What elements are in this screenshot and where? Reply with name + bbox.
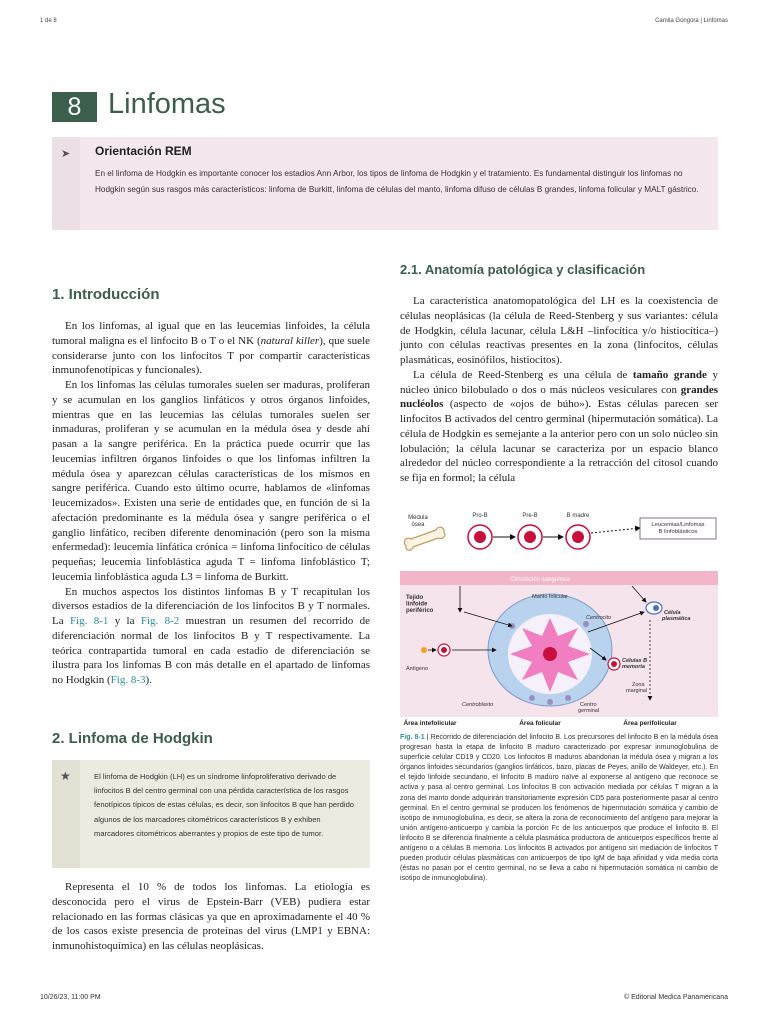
fig-8-2-link[interactable]: Fig. 8-2 (140, 615, 180, 627)
anatomia-paragraph: La característica anatomopatológica del LH es la coexistencia de células neoplásicas (la célula de Reed-Stenberg y sus variantes: célula de Hodgkin, célula lacunar, célula L&H –linfocítica y/o histiocítica–) junto con células reactivas presentes en la zona (linfocitos, células plasmáticas, eosinófilos, histiocitos). (400, 295, 718, 366)
intro-heading: 1. Introducción (52, 286, 160, 303)
pro-b-label: Pro-B (472, 513, 488, 519)
naive-b-cell-icon (438, 644, 450, 656)
hodgkin-box-text: El linfoma de Hodgkin (LH) es un síndrome linfoproliferativo derivado de linfocitos B del centro germinal con una pérdida característica de los rasgos fenotípicos típicos de estas células, es decir, son linfocitos B que han perdido algunos de los marcadores citométricos característicos B y exhiben marcadores citométricos aberrantes y propios de este tipo de tumor. (94, 772, 355, 838)
antigen-icon (421, 647, 427, 653)
b-madre-cell-icon (566, 525, 590, 549)
figure-caption: Fig. 8-1 | Recorrido de diferenciación del linfocito B. Los precursores del linfocito B en la médula ósea progresan hasta la etapa de linfocito B maduro caracterizado por expresar inmunoglobulina de superficie celular CD19 y CD20. Los linfocitos B maduros abandonan la médula ósea y migran a los órganos linfoides secundarios (ganglios linfáticos, bazo, placas de Peyes, anillo de Waldeyer, etc.). En el tejido linfoide secundario, el linfocito B maduro naïve al exponerse al antígeno que reconoce se activa y pasa al centro germinal. Los linfocitos B con activación mediada por células T migran a la zona del manto donde adquirirán transitoriamente expresión CD5 para posteriormente pasar al centro germinal. En el centro germinal se producen los fenómenos de hipermutación somática y cambio de isotipo de inmunoglobulina, es decir, se altera la zona de reconocimiento del antígeno para mejorar la unión antígeno-anticuerpo y cambia la porción Fc de los anticuerpos que produce el linfocito B. El linfocito B se diferencia finalmente a célula plasmática productora de anticuerpos específicos frente al antígeno o a células B memoria. Los linfocitos B activados por antígeno sin mediación de linfocitos T pueden producir células plasmáticas con anticuerpos de tipo IgM de baja afinidad y vida media corta (éstas no pasan por el centro germinal, no se lleva a cabo ni hipermutación somática ni cambio de isotipo de inmunoglobulina). (400, 734, 718, 883)
figure-caption-text: Recorrido de diferenciación del linfocito B. Los precursores del linfocito B en la médula ósea progresan hasta la etapa de linfocito B maduro caracterizado por expresar inmunoglobulina de superficie celular CD19 y CD20. Los linfocitos B maduros abandonan la médula ósea y migran a los órganos linfoides secundarios (ganglios linfáticos, bazo, placas de Peyes, anillo de Waldeyer, etc.). En el tejido linfoide secundario, el linfocito B maduro naïve al exponerse al antígeno que reconoce se activa y pasa al centro germinal. Los linfocitos B con activación mediada por células T migran a la zona del manto donde adquirirán transitoriamente expresión CD5 para posteriormente pasar al centro germinal. En el centro germinal se producen los fenómenos de hipermutación somática y cambio de isotipo de inmunoglobulina, es decir, se altera la zona de reconocimiento del antígeno para mejorar la unión antígeno-anticuerpo y cambia la porción Fc de los anticuerpos que produce el linfocito B. El linfocito B se diferencia finalmente a célula plasmática productora de anticuerpos específicos frente al antígeno o a células B memoria. Los linfocitos B activados por antígeno sin mediación de linfocitos T pueden producir células plasmáticas con anticuerpos de tipo IgM de baja afinidad y vida media corta (éstas no pasan por el centro germinal, no se lleva a cabo ni hipermutación somática ni cambio de isotipo de inmunoglobulina). (400, 734, 718, 883)
germinal-label: Centro germinal (578, 702, 600, 714)
circulacion-label: Circulación sanguínea (510, 577, 570, 583)
tejido-label: Tejido linfoide periférico (406, 595, 434, 614)
anatomia-heading: 2.1. Anatomía patológica y clasificación (400, 262, 646, 277)
hodgkin-paragraph: Representa el 10 % de todos los linfomas. La etiología es desconocida pero el virus de Epstein-Barr (VEB) pudiera estar relacionado en las formas clásicas ya que en aproximadamente el 40 % de los casos existe presencia de proteínas del virus (LMP1 y EBNA: inmunohistoquímica) en las células neoplásicas. (52, 881, 370, 952)
b-madre-label: B madre (566, 513, 590, 519)
orientacion-title: Orientación REM (95, 144, 192, 158)
anatomia-body (400, 294, 718, 486)
leucemias-label: Leucemias/Linfomas B linfoblásticos (651, 522, 705, 535)
orientacion-box (52, 137, 718, 230)
navigation-arrow-icon: ➤ (61, 147, 71, 160)
interfolicular-label: Área intefolicular (403, 720, 457, 727)
pre-b-cell-icon (518, 525, 542, 549)
running-header: Camila Gongora | Linfomas (655, 18, 728, 24)
b-cell-differentiation-figure (400, 500, 718, 728)
intro-body (52, 319, 370, 688)
footer-copyright: © Editorial Medica Panamericana (624, 994, 728, 1001)
centrocito-label: Centrocito (586, 615, 612, 621)
marginal-label: Zona marginal (626, 682, 648, 694)
hodgkin-key-box (52, 760, 370, 868)
bone-icon (404, 527, 445, 550)
central-cell (543, 647, 557, 661)
memoria-label: Células B memoria (622, 658, 648, 670)
medula-label: Médula ósea (408, 515, 428, 528)
folicular-label: Área folicular (519, 720, 561, 727)
pre-b-label: Pre-B (522, 513, 538, 519)
chapter-title: Linfomas (108, 88, 226, 120)
star-icon: ★ (60, 769, 71, 783)
manto-label: Manto folicular (532, 594, 568, 600)
plasmatica-label: Célula plasmática (662, 610, 691, 622)
fig-8-3-link[interactable]: Fig. 8-3 (110, 674, 146, 686)
perifolicular-label: Área perifolicular (623, 720, 677, 727)
footer-timestamp: 10/26/23, 11:00 PM (40, 994, 101, 1001)
hodgkin-body (52, 880, 370, 954)
plasma-cell-icon (646, 602, 662, 614)
fig-8-1-link[interactable]: Fig. 8-1 (69, 615, 109, 627)
orientacion-text: En el linfoma de Hodgkin es importante conocer los estadios Ann Arbor, los tipos de linfoma de Hodgkin y el tratamiento. Es fundamental distinguir los linfomas no Hodgkin según sus rasgos más característicos: linfoma de Burkitt, linfoma de células del manto, linfoma difuso de células B grandes, linfoma folicular y MALT gástrico. (95, 169, 699, 194)
centroblasto-label: Centroblasto (462, 702, 494, 708)
chapter-number: 8 (52, 92, 97, 122)
figure-caption-label: Fig. 8-1 (400, 734, 425, 741)
anatomia-paragraph: La célula de Reed-Stenberg es una célula de tamaño grande y núcleo único bilobulado o dos o más núcleos vesiculares con grandes nucléolos (aspecto de «ojos de búho»). Estas células parecen ser linfocitos B activados del centro germinal (hipermutación somática). La célula de Hodgkin es semejante a la anterior pero con un solo núcleo sin lobulación; la célula lacunar se caracteriza por un espacio blanco alrededor del núcleo correspondiente a la retracción del citosol cuando se fija en formol; la célula (400, 368, 718, 484)
memory-cell-icon (608, 658, 620, 670)
pro-b-cell-icon (468, 525, 492, 549)
page-counter: 1 de 8 (40, 18, 57, 24)
intro-paragraph: En muchos aspectos los distintos linfomas B y T recapitulan los diversos estadios de la diferenciación de los linfocitos B y T normales. La Fig. 8-1 y la Fig. 8-2 muestran un resumen del recorrido de diferenciación normal de los linfocitos B y T respectivamente. La teórica contrapartida tumoral en cada estadio de diferenciación se ilustra para los linfomas B con más detalle en el apartado de linfomas no Hodgkin (Fig. 8-3). (52, 585, 370, 686)
intro-paragraph: En los linfomas las células tumorales suelen ser maduras, proliferan y se acumulan en los ganglios linfáticos y otros órganos linfoides, mientras que en las leucemias las células tumorales suelen ser inmaduras, proliferan y se acumulan en la médula ósea y desde ahí pasan a la sangre periférica. En la práctica puede ocurrir que las leucemias infiltren órganos linfoides o que los linfomas infiltren la médula ósea y aparezcan células características de los mismos en sangre periférica. Cuando esto último ocurre, hablamos de «linfomas leucemizados». Existen una serie de entidades que, en función de si la afectación predominante es la médula ósea y sangre periférica o el ganglio linfático, reciben diferente denominación (pero son la misma enfermedad): leucemia linfática crónica = linfoma linfocítico de células pequeñas; leucemia linfoblástica aguda T = linfoma linfoblástico T; leucemia linfoblástica aguda L3 = linfoma de Burkitt. (52, 379, 370, 583)
hodgkin-heading: 2. Linfoma de Hodgkin (52, 730, 213, 747)
antigeno-label: Antígeno (406, 666, 429, 672)
intro-paragraph: En los linfomas, al igual que en las leucemias linfoides, la célula tumoral maligna es el linfocito B o T o el NK (natural killer), que suele considerarse junto con los linfocitos T por compartir características inmunofenotípicas y funcionales). (52, 320, 371, 377)
